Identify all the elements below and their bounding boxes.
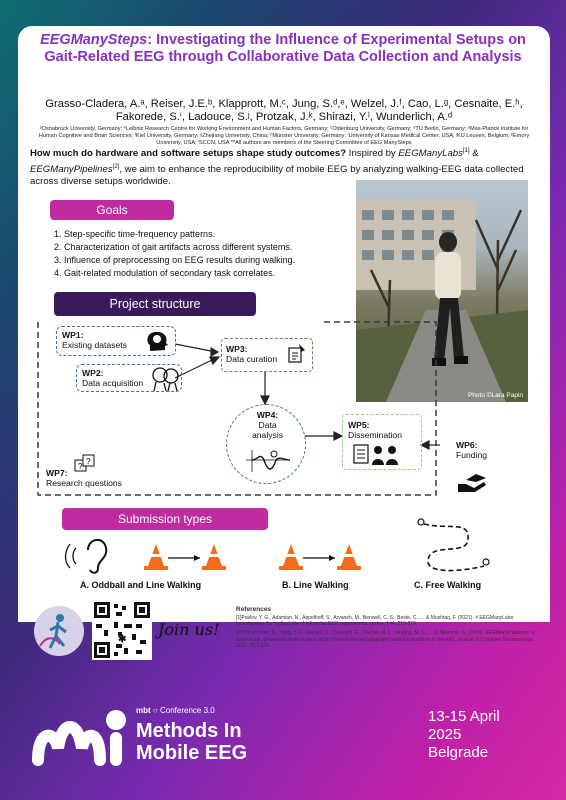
- walker-logo: [34, 606, 84, 656]
- wp4: [252, 410, 283, 440]
- dissemination-icon: [352, 441, 402, 467]
- wp1: [62, 330, 127, 350]
- references-heading: References: [236, 606, 272, 613]
- affiliations: ᵃOsnabrück University, Germany; ᵇLeibniz Research Centre for Working Environment and Human Factors, Germany; ᶜOldenburg University, Germany; ᵈTU Berlin, Germany; ᵉMax-Planck Institute for Human Cognitive and Brain Sciences; ᶠKiel University, Germany; ᵍZhejiang University, China; ʰMünster University, Germany; ⁱUniversity of Kansas Medical Center, USA; ʲKU Leuven, Belgium; ᵏEmory University, USA; ˡSCCN, USA **All authors are members of the Steering Committee of EEG ManySteps: [38, 126, 530, 146]
- svg-text:?: ?: [86, 457, 91, 466]
- submission-b: B. Line Walking: [282, 580, 349, 590]
- submission-a: A. Oddball and Line Walking: [80, 580, 202, 590]
- wp4-label-2: analysis: [252, 430, 284, 440]
- funding-hand-icon: [456, 470, 488, 494]
- conference-edition-label: Conference 3.0: [159, 706, 215, 715]
- project-structure-header: Project structure: [54, 292, 256, 316]
- list-item: 4. Gait-related modulation of secondary task correlates.: [64, 267, 350, 280]
- references: [236, 606, 536, 652]
- erp-waveform-icon: [244, 448, 292, 474]
- svg-text:✱: ✱: [118, 634, 127, 645]
- wp6-code: WP6:: [456, 440, 478, 450]
- conference-dates: 13-15 April: [428, 708, 500, 725]
- wp3-label: Data curation: [226, 354, 278, 364]
- wp2-label: Data acquisition: [82, 378, 144, 388]
- reference-1: [1]Pavlov, Y. G., Adamian, N., Appelhoff, S., Arvaneh, M., Benwell, C. S., Beste, C., ... & Mushtaq, F. (2021). # EEGManyLabs: Investigating the replicability of influential EEG experiments. cortex, 144, 213-229.: [236, 615, 515, 628]
- wp3: [226, 344, 277, 364]
- conference-date-place: [428, 708, 500, 762]
- wp7-code: WP7:: [46, 468, 68, 478]
- conference-year: 2025: [428, 726, 462, 743]
- eegmanypipelines-name: EEGManyPipelines: [30, 163, 113, 175]
- photo-credit: Photo ©Lara Papin: [467, 392, 523, 399]
- mbt-logo-icon: [30, 690, 140, 770]
- list-item: 2. Characterization of gait artifacts across different systems.: [64, 241, 350, 254]
- wp6: [456, 440, 487, 460]
- wp1-code: WP1:: [62, 330, 84, 340]
- walking-photo-illustration: [356, 180, 528, 402]
- intro-text-1: Inspired by: [346, 148, 399, 160]
- walking-photo: [356, 180, 528, 402]
- question-icon: [74, 454, 96, 476]
- walker-figure-icon: [34, 606, 84, 656]
- wp6-label: Funding: [456, 450, 488, 460]
- goals-list: [50, 228, 350, 280]
- submission-types-header: Submission types: [62, 508, 268, 530]
- conference-edition: [136, 706, 215, 715]
- intro-text-2: &: [469, 148, 479, 160]
- join-us-text: Join us!: [158, 620, 220, 639]
- eeg-cap-icon: [150, 366, 180, 392]
- wp7-label: Research questions: [46, 478, 122, 488]
- title-text: : Investigating the Influence of Experimental Setups on Gait-Related EEG through Collaborative Data Collection and Analysis: [44, 32, 526, 65]
- intro-question: How much do hardware and software setups shape study outcomes?: [30, 148, 347, 160]
- wp2: [82, 368, 143, 388]
- intro-text-3: , we aim to enhance the reproducibility of mobile EEG by analyzing walking-EEG data collected across diverse setups worldwide.: [30, 163, 524, 188]
- conference-name-line-2: Mobile EEG: [136, 742, 248, 764]
- wp5-code: WP5:: [348, 420, 370, 430]
- conference-brand: mbt: [136, 706, 151, 715]
- conference-city: Belgrade: [428, 744, 489, 761]
- wp4-code: WP4:: [256, 410, 279, 420]
- wp5: [348, 420, 402, 440]
- goals-header: Goals: [50, 200, 174, 220]
- conference-name-line-1: Methods In: [136, 720, 242, 742]
- list-item: 1. Step-specific time-frequency patterns.: [64, 228, 350, 241]
- eegmanylabs-name: EEGManyLabs: [398, 148, 463, 160]
- qr-code[interactable]: [92, 600, 152, 660]
- data-curation-icon: [287, 342, 307, 364]
- list-item: 3. Influence of preprocessing on EEG results during walking.: [64, 254, 350, 267]
- wp2-code: WP2:: [82, 368, 104, 378]
- ref-2-marker: [2]: [112, 163, 120, 170]
- submission-c: C. Free Walking: [414, 580, 482, 590]
- author-list: Grasso-Cladera, A.ᵃ, Reiser, J.E.ᵇ, Klapprott, M.ᶜ, Jung, S.ᵈ,ᵉ, Welzel, J.ᶠ, Cao, L.ᵍ, Cesnaite, E.ʰ, Fakorede, S.ⁱ, Ladouce, S.ʲ, Protzak, J.ᵏ, Shirazi, Y.ˡ, Wunderlich, A.ᵈ: [45, 98, 523, 123]
- brain-head-icon: [144, 329, 170, 353]
- wp4-label-1: Data: [258, 420, 277, 430]
- wp3-code: WP3:: [226, 344, 248, 354]
- qr-code-image: [92, 600, 152, 660]
- svg-text:?: ?: [78, 462, 83, 471]
- ref-1-marker: [1]: [462, 148, 470, 154]
- wp1-label: Existing datasets: [62, 340, 127, 350]
- reference-2: [2]Trübutschek, D., Yang, Y. F., Gianelli, C., Cesnaite, E., Fischer, N. L., Vinding, M. C., ... & Nilsonne, G. (2024). EEGManyPipelines: a large-scale, grassroots multi-analyst study of electroencephalography analysis practices in the wild. Journal of Cognitive Neuroscience, 36(2), 217-224.: [236, 630, 535, 649]
- brain-o-icon: ○: [152, 706, 158, 715]
- conference-name: [136, 720, 247, 764]
- title-project-name: EEGManySteps: [40, 32, 148, 48]
- wp5-label: Dissemination: [348, 430, 402, 440]
- poster-title: [28, 32, 538, 66]
